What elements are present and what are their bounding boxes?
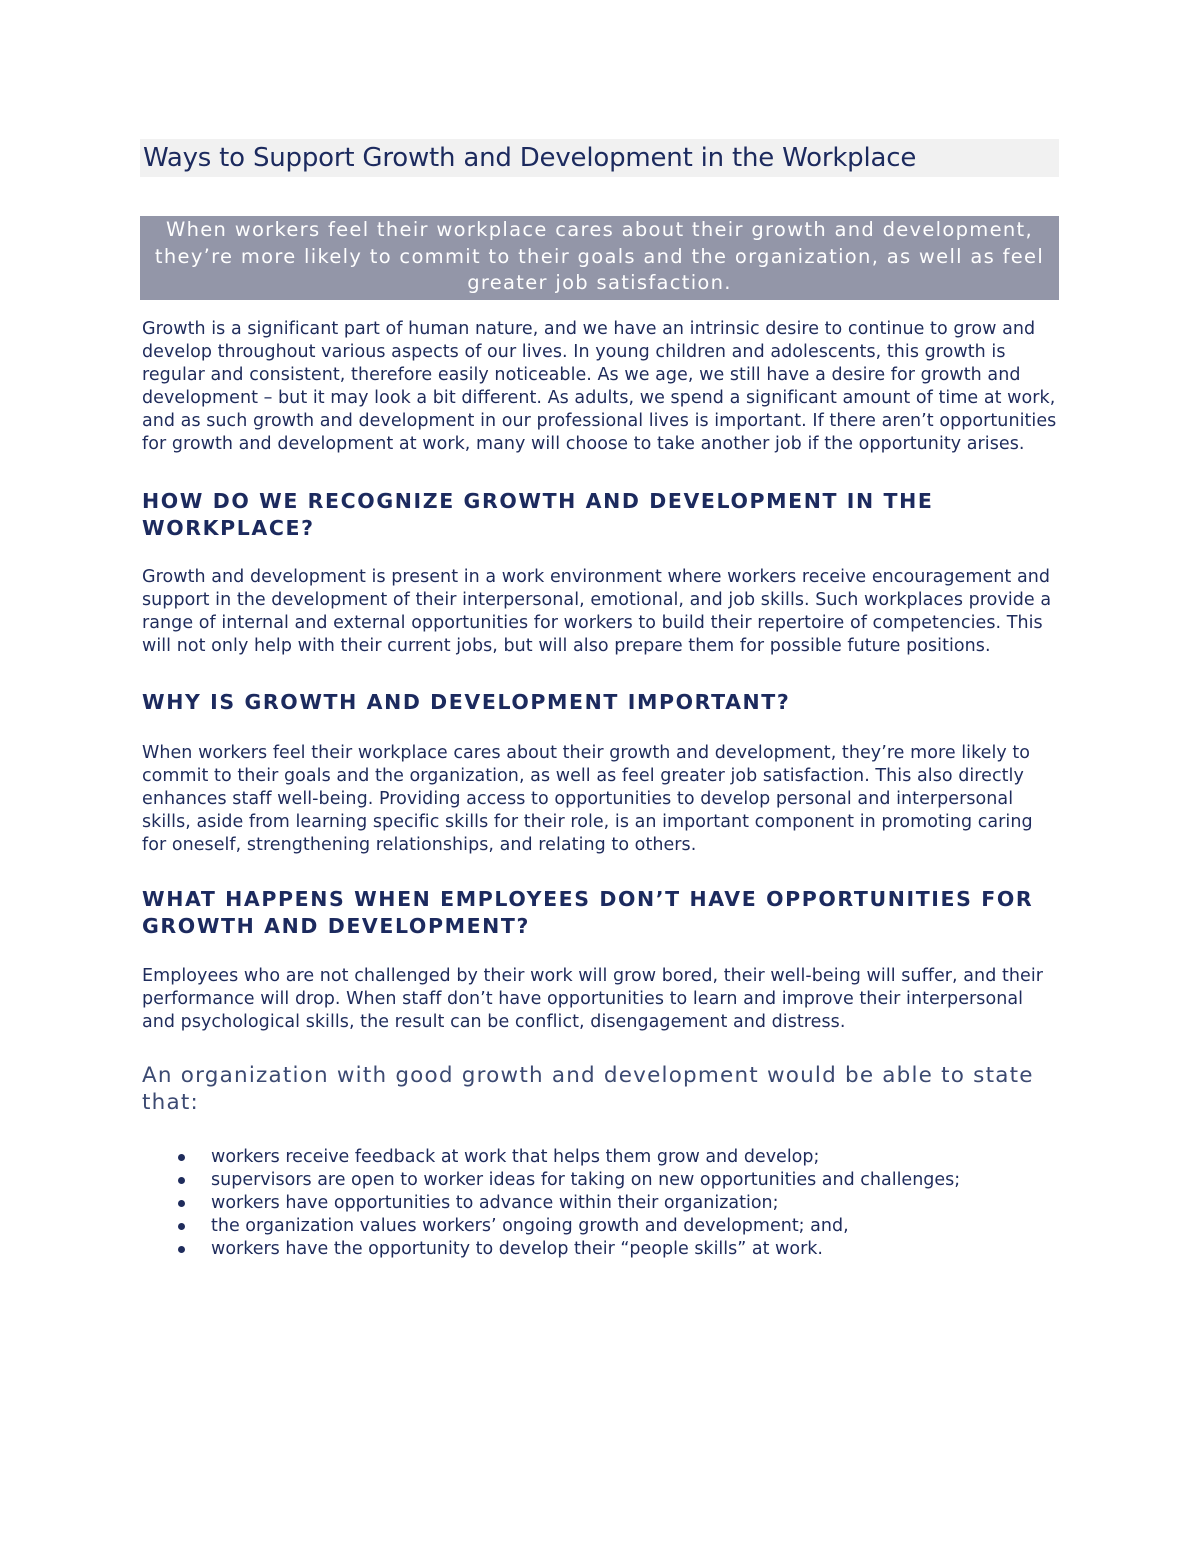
list-item-text: supervisors are open to worker ideas for taking on new opportunities and challenges; (211, 1169, 961, 1190)
callout-quote: When workers feel their workplace cares about their growth and development, they’re more likely to commit to their goals and the organization, as well as feel greater job satisfaction. (140, 216, 1059, 300)
list-item (140, 1215, 1059, 1238)
list-item-text: workers receive feedback at work that helps them grow and develop; (211, 1146, 820, 1167)
list-intro: An organization with good growth and development would be able to state that: (142, 1062, 1034, 1115)
section-body-importance: When workers feel their workplace cares about their growth and development, they’re more likely to commit to their goals and the organization, as well as feel greater job satisfaction. This also directly enhances staff well-being. Providing access to opportunities to develop personal and interpersonal skills, aside from learning specific skills for their role, is an important component in promoting caring for oneself, strengthening relationships, and relating to others. (142, 742, 1033, 855)
list-item-text: workers have the opportunity to develop their “people skills” at work. (211, 1238, 823, 1259)
section-heading-recognize: HOW DO WE RECOGNIZE GROWTH AND DEVELOPMENT IN THE WORKPLACE? (142, 488, 934, 540)
section-body-recognize: Growth and development is present in a work environment where workers receive encouragement and support in the development of their interpersonal, emotional, and job skills. Such workplaces provide a range of internal and external opportunities for workers to build their repertoire of competencies. This will not only help with their current jobs, but will also prepare them for possible future positions. (142, 566, 1052, 656)
list-item (140, 1192, 1059, 1215)
section-body-no-opportunities: Employees who are not challenged by their work will grow bored, their well-being will suffer, and their performance will drop. When staff don’t have opportunities to learn and improve their interpersonal and psychological skills, the result can be conflict, disengagement and distress. (142, 965, 1043, 1032)
bullet-list (140, 1146, 1059, 1261)
section-heading-importance: WHY IS GROWTH AND DEVELOPMENT IMPORTANT? (142, 689, 791, 714)
page-title: Ways to Support Growth and Development in the Workplace (140, 139, 1059, 177)
list-item (140, 1238, 1059, 1261)
list-item (140, 1169, 1059, 1192)
intro-paragraph: Growth is a significant part of human nature, and we have an intrinsic desire to continue to grow and develop throughout various aspects of our lives. In young children and adolescents, this growth is regular and consistent, therefore easily noticeable. As we age, we still have a desire for growth and development – but it may look a bit different. As adults, we spend a significant amount of time at work, and as such growth and development in our professional lives is important. If there aren’t opportunities for growth and development at work, many will choose to take another job if the opportunity arises. (142, 318, 1057, 454)
bullet-icon (178, 1223, 185, 1230)
list-item-text: the organization values workers’ ongoing growth and development; and, (211, 1215, 849, 1236)
bullet-icon (178, 1200, 185, 1207)
section-heading-no-opportunities: WHAT HAPPENS WHEN EMPLOYEES DON’T HAVE OPPORTUNITIES FOR GROWTH AND DEVELOPMENT? (142, 886, 1034, 938)
bullet-icon (178, 1154, 185, 1161)
list-item (140, 1146, 1059, 1169)
document-page (140, 139, 1059, 1261)
list-item-text: workers have opportunities to advance within their organization; (211, 1192, 779, 1213)
bullet-icon (178, 1246, 185, 1253)
bullet-icon (178, 1177, 185, 1184)
